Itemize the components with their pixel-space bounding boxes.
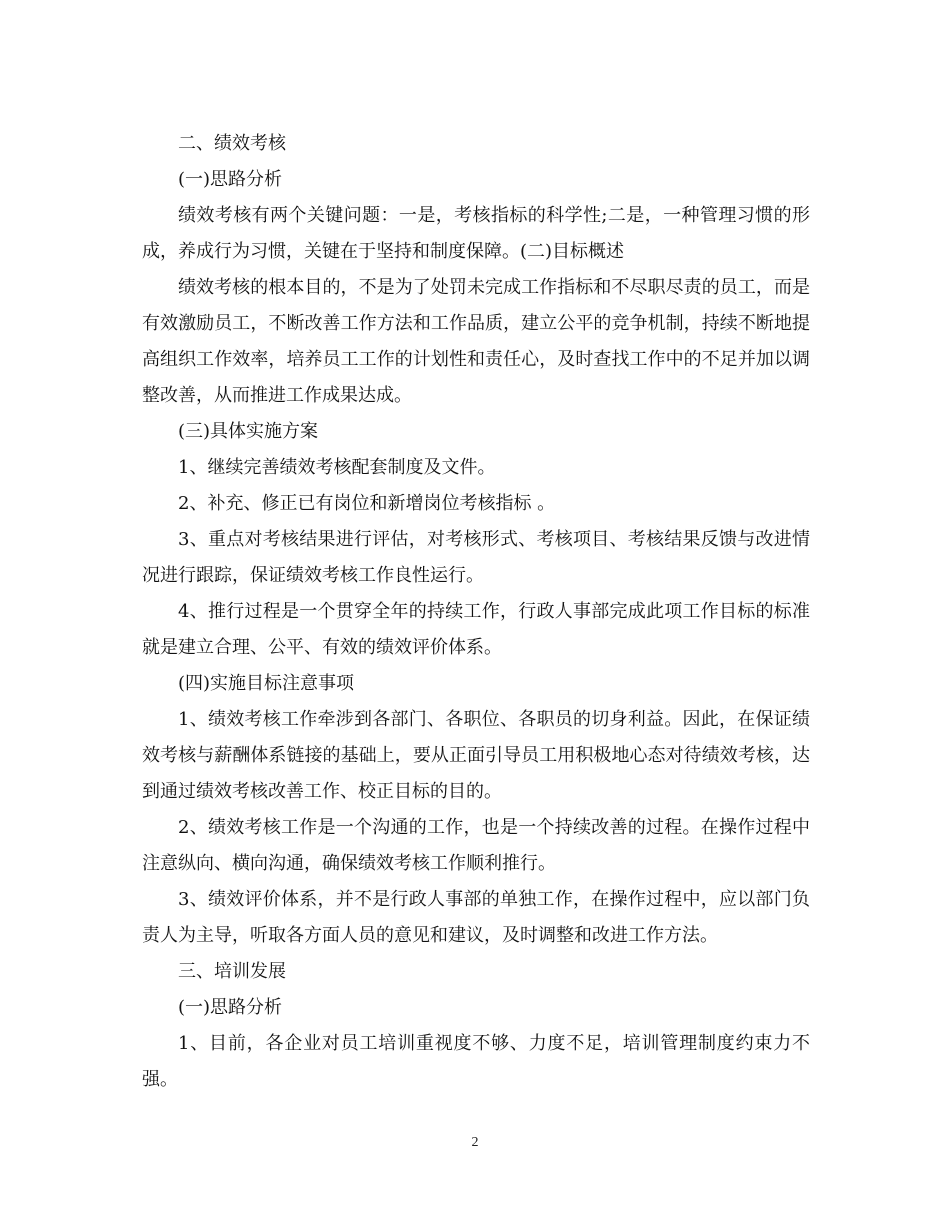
subheading-training-analysis: (一)思路分析 — [178, 997, 283, 1018]
subheading-implementation: (三)具体实施方案 — [178, 421, 319, 442]
list-item-1: 1、继续完善绩效考核配套制度及文件。 — [178, 457, 496, 478]
paragraph-purpose: 绩效考核的根本目的，不是为了处罚未完成工作指标和不尽职尽责的员工，而是有效激励员工，不断改善工作方法和工作品质，建立公平的竞争机制，持续不断地提高组织工作效率，培养员工工作的计划性和责任心，及时查找工作中的不足并加以调整改善，从而推进工作成果达成。 — [142, 277, 810, 406]
page-number: 2 — [471, 1135, 479, 1150]
note-item-1: 1、绩效考核工作牵涉到各部门、各职位、各职员的切身利益。因此，在保证绩效考核与薪酬体系链接的基础上，要从正面引导员工用积极地心态对待绩效考核，达到通过绩效考核改善工作、校正目标的目的。 — [142, 709, 810, 802]
paragraph-key-issues: 绩效考核有两个关键问题：一是，考核指标的科学性;二是，一种管理习惯的形成，养成行为习惯，关键在于坚持和制度保障。(二)目标概述 — [142, 205, 810, 262]
training-item-1: 1、目前，各企业对员工培训重视度不够、力度不足，培训管理制度约束力不强。 — [142, 1033, 810, 1090]
section-heading-training: 三、培训发展 — [178, 961, 286, 982]
list-item-4: 4、推行过程是一个贯穿全年的持续工作，行政人事部完成此项工作目标的标准就是建立合理、公平、有效的绩效评价体系。 — [142, 601, 810, 658]
subheading-notes: (四)实施目标注意事项 — [178, 673, 355, 694]
note-item-3: 3、绩效评价体系，并不是行政人事部的单独工作，在操作过程中，应以部门负责人为主导，听取各方面人员的意见和建议，及时调整和改进工作方法。 — [142, 889, 810, 946]
list-item-2: 2、补充、修正已有岗位和新增岗位考核指标 。 — [178, 493, 556, 514]
subheading-analysis: (一)思路分析 — [178, 169, 283, 190]
note-item-2: 2、绩效考核工作是一个沟通的工作，也是一个持续改善的过程。在操作过程中注意纵向、横向沟通，确保绩效考核工作顺利推行。 — [142, 817, 810, 874]
document-body — [142, 126, 810, 1098]
list-item-3: 3、重点对考核结果进行评估，对考核形式、考核项目、考核结果反馈与改进情况进行跟踪，保证绩效考核工作良性运行。 — [142, 529, 810, 586]
section-heading-performance: 二、绩效考核 — [178, 133, 286, 154]
